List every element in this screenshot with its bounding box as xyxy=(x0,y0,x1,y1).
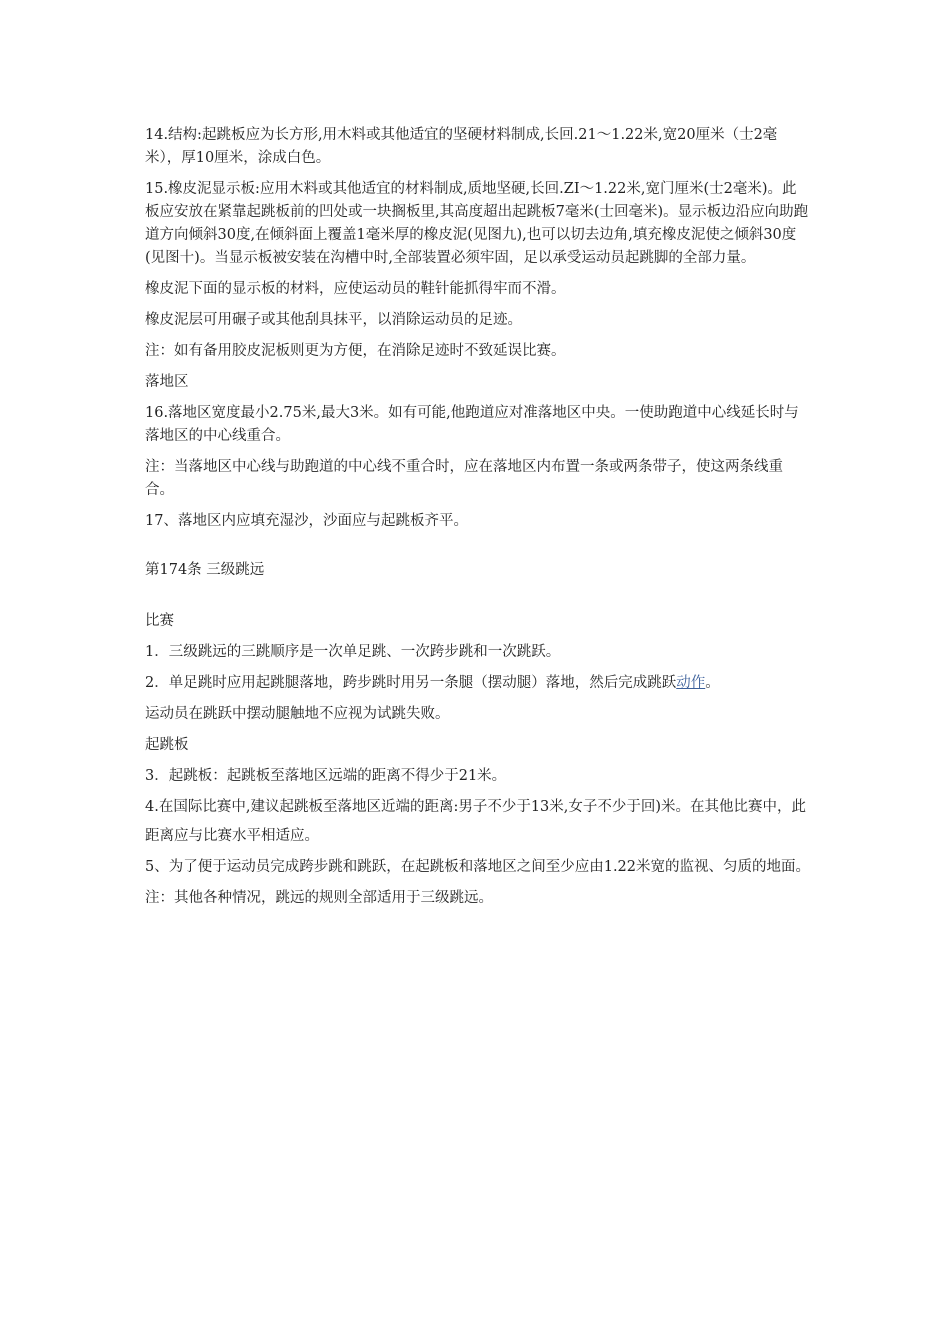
paragraph-17-sand: 17、落地区内应填充湿沙，沙面应与起跳板齐平。 xyxy=(145,513,468,529)
rule-2-punct: 。 xyxy=(705,675,720,691)
paragraph-board-material: 橡皮泥下面的显示板的材料，应使运动员的鞋针能抓得牢而不滑。 xyxy=(145,281,566,297)
note-spare-board: 注：如有备用胶皮泥板则更为方便，在消除足迹时不致延误比赛。 xyxy=(145,343,566,359)
paragraph-15-plasticine-board: 15.橡皮泥显示板:应用木料或其他适宜的材料制成,质地坚硬,长回.ZI～1.22米,宽门厘米(士2毫米)。此板应安放在紧靠起跳板前的凹处或一块搁板里,其高度超出起跳板7毫米(士回毫米)。显示板边沿应向助跑道方向倾斜30度,在倾斜面上覆盖1毫米厚的橡皮泥(见图九),也可以切去边角,填充橡皮泥使之倾斜30度(见图十)。当显示板被安装在沟槽中时,全部装置必须牢固，足以承受运动员起跳脚的全部力量。 xyxy=(145,181,809,266)
rule-1-jump-order: 1．三级跳远的三跳顺序是一次单足跳、一次跨步跳和一次跳跃。 xyxy=(145,644,561,660)
document-body xyxy=(145,124,810,918)
article-174-title: 第174条 三级跳远 xyxy=(145,562,265,578)
rule-3-board-distance: 3．起跳板：起跳板至落地区远端的距离不得少于21米。 xyxy=(145,768,507,784)
heading-competition: 比赛 xyxy=(145,613,174,629)
rule-2-text: 2．单足跳时应用起跳腿落地，跨步跳时用另一条腿（摆动腿）落地，然后完成跳跃 xyxy=(145,675,677,691)
heading-landing-area: 落地区 xyxy=(145,374,189,390)
rule-2-trailing-leg: 运动员在跳跃中摆动腿触地不应视为试跳失败。 xyxy=(145,706,450,722)
action-link[interactable]: 动作 xyxy=(676,675,706,691)
rule-2-landing-legs xyxy=(145,672,810,695)
paragraph-16-landing-width: 16.落地区宽度最小2.75米,最大3米。如有可能,他跑道应对准落地区中央。一使助跑道中心线延长时与落地区的中心线重合。 xyxy=(145,405,799,444)
note-centerline: 注：当落地区中心线与助跑道的中心线不重合时，应在落地区内布置一条或两条带子，使这两条线重合。 xyxy=(145,459,783,498)
heading-takeoff-board: 起跳板 xyxy=(145,737,189,753)
note-long-jump-rules: 注：其他各种情况，跳远的规则全部适用于三级跳远。 xyxy=(145,890,493,906)
paragraph-14-structure: 14.结构:起跳板应为长方形,用木料或其他适宜的坚硬材料制成,长回.21～1.22米,宽20厘米（士2毫米），厚10厘米，涂成白色。 xyxy=(145,127,778,166)
rule-5-ground: 5、为了便于运动员完成跨步跳和跳跃，在起跳板和落地区之间至少应由1.22米宽的监视、匀质的地面。 xyxy=(145,859,811,875)
rule-4-international: 4.在国际比赛中,建议起跳板至落地区近端的距离:男子不少于13米,女子不少于回)米。在其他比赛中，此 xyxy=(145,799,807,815)
paragraph-plasticine-leveling: 橡皮泥层可用碾子或其他刮具抹平，以消除运动员的足迹。 xyxy=(145,312,522,328)
rule-4-continued: 距离应与比赛水平相适应。 xyxy=(145,828,319,844)
